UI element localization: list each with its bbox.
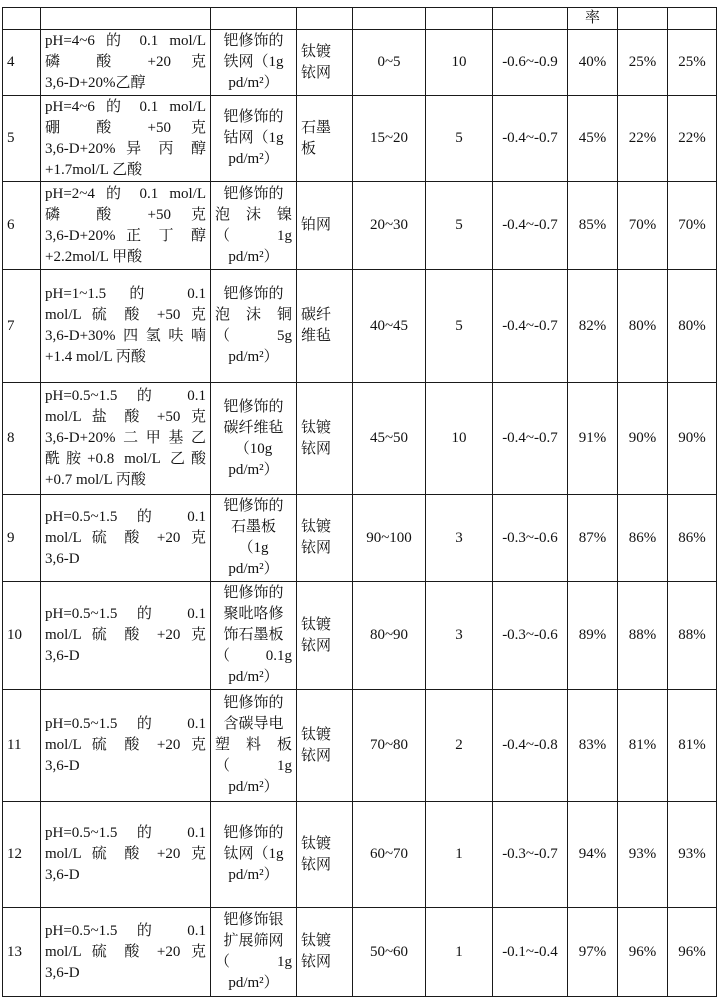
cell-row-number: 8: [3, 383, 41, 495]
header-cell-2: [41, 8, 211, 30]
cell-count: 1: [426, 908, 493, 997]
cell-electrolyte: [41, 690, 211, 802]
cell-line: mol/L 硫 酸 +20 克: [45, 627, 206, 643]
cell-electrolyte: [41, 30, 211, 96]
cell-row-number: 7: [3, 270, 41, 383]
cell-line: pd/m²）: [228, 975, 279, 991]
cell-line: 板: [301, 140, 317, 157]
header-cell-6: [426, 8, 493, 30]
cell-percent-1: 83%: [568, 690, 618, 802]
header-cell-5: [353, 8, 426, 30]
cell-anode: [297, 182, 353, 270]
cell-percent-2: 88%: [618, 582, 668, 690]
cell-percent-1: 45%: [568, 96, 618, 182]
cell-line: +2.2mol/L 甲酸: [45, 248, 143, 265]
table-row: [3, 495, 717, 582]
cell-count: 2: [426, 690, 493, 802]
cell-electrolyte: [41, 270, 211, 383]
cell-line: 钛镀: [301, 419, 332, 436]
cell-line: 酰胺+0.8 mol/L 乙酸: [45, 451, 206, 467]
cell-line: 钯修饰的: [223, 398, 284, 415]
cell-line: mol/L 硫 酸 +50 克: [45, 307, 206, 323]
cell-line: 钯修饰的: [223, 109, 284, 125]
cell-line: mol/L 硫 酸 +20 克: [45, 737, 206, 753]
cell-row-number: 13: [3, 908, 41, 997]
cell-percent-2: 25%: [618, 30, 668, 96]
cell-line: 钛镀: [301, 519, 332, 535]
cell-anode: [297, 96, 353, 182]
cell-line: 钴网（1g: [223, 130, 284, 146]
cell-line: 铂网: [301, 217, 332, 233]
cell-potential: -0.4~-0.7: [493, 96, 568, 182]
cell-percent-1: 40%: [568, 30, 618, 96]
cell-line: pH=4~6 的 0.1 mol/L: [45, 33, 206, 49]
cell-line: +1.7mol/L 乙酸: [45, 161, 143, 178]
cell-percent-3: 90%: [668, 383, 717, 495]
cell-cathode: [211, 182, 297, 270]
cell-line: pH=0.5~1.5 的 0.1: [45, 508, 206, 525]
cell-line: （1g: [238, 540, 269, 556]
cell-line: 钯修饰的: [223, 695, 284, 711]
cell-line: 3,6-D: [45, 550, 80, 567]
cell-range: 80~90: [353, 582, 426, 690]
cell-line: 铱网: [301, 440, 332, 457]
cell-line: 维毡: [301, 328, 332, 344]
cell-line: pd/m²）: [228, 75, 279, 91]
cell-line: 钯修饰的: [223, 286, 284, 302]
cell-anode: [297, 908, 353, 997]
cell-anode: [297, 690, 353, 802]
cell-percent-1: 89%: [568, 582, 618, 690]
cell-anode: [297, 383, 353, 495]
cell-line: （10g: [234, 440, 273, 457]
cell-percent-3: 81%: [668, 690, 717, 802]
cell-potential: -0.1~-0.4: [493, 908, 568, 997]
cell-line: pd/m²）: [228, 461, 279, 478]
header-cell-10: [668, 8, 717, 30]
cell-line: （ 1g: [215, 227, 292, 244]
cell-line: 3,6-D: [45, 648, 80, 664]
header-cell-percent-1: 率: [568, 8, 618, 30]
cell-percent-2: 81%: [618, 690, 668, 802]
cell-line: 石墨: [301, 119, 332, 136]
cell-line: 硼 酸 +50 克: [45, 119, 206, 136]
cell-count: 5: [426, 96, 493, 182]
cell-line: pH=0.5~1.5 的 0.1: [45, 388, 206, 404]
cell-line: 铁网（1g: [223, 54, 284, 70]
cell-percent-3: 70%: [668, 182, 717, 270]
cell-anode: [297, 582, 353, 690]
cell-line: pH=4~6 的 0.1 mol/L: [45, 98, 206, 115]
cell-line: pH=1~1.5 的 0.1: [45, 286, 206, 302]
cell-line: 钛镀: [301, 616, 332, 633]
cell-line: 塑 料 板: [215, 737, 292, 753]
cell-potential: -0.4~-0.8: [493, 690, 568, 802]
cell-line: mol/L 盐 酸 +50 克: [45, 409, 206, 425]
table-row: [3, 30, 717, 96]
cell-line: pH=0.5~1.5 的 0.1: [45, 825, 206, 841]
cell-line: 钯修饰的: [223, 498, 284, 514]
cell-percent-3: 93%: [668, 802, 717, 908]
cell-line: 泡 沫 镍: [215, 206, 292, 223]
cell-count: 5: [426, 182, 493, 270]
table-header-row-fragment: [3, 8, 717, 30]
cell-line: 铱网: [301, 540, 332, 556]
cell-potential: -0.3~-0.7: [493, 802, 568, 908]
cell-percent-3: 22%: [668, 96, 717, 182]
cell-count: 5: [426, 270, 493, 383]
cell-percent-1: 91%: [568, 383, 618, 495]
table-row: [3, 690, 717, 802]
cell-line: 钛镀: [301, 933, 332, 949]
cell-cathode: [211, 690, 297, 802]
cell-cathode: [211, 495, 297, 582]
cell-line: 3,6-D: [45, 758, 80, 774]
header-cell-4: [297, 8, 353, 30]
table-row: [3, 908, 717, 997]
cell-percent-1: 85%: [568, 182, 618, 270]
cell-line: （ 1g: [215, 758, 292, 774]
cell-line: 3,6-D+20%乙醇: [45, 75, 146, 91]
cell-line: 碳纤: [301, 307, 332, 323]
cell-potential: -0.3~-0.6: [493, 495, 568, 582]
cell-percent-2: 80%: [618, 270, 668, 383]
cell-line: mol/L 硫 酸 +20 克: [45, 529, 206, 546]
cell-line: +1.4 mol/L 丙酸: [45, 349, 146, 365]
cell-line: 3,6-D+30%四氢呋喃: [45, 328, 206, 344]
cell-line: 磷 酸 +50 克: [45, 206, 206, 223]
cell-line: 饰石墨板: [223, 627, 284, 643]
cell-anode: [297, 495, 353, 582]
cell-electrolyte: [41, 96, 211, 182]
cell-anode: [297, 30, 353, 96]
cell-range: 20~30: [353, 182, 426, 270]
cell-line: 钛镀: [301, 835, 332, 852]
cell-anode: [297, 802, 353, 908]
cell-percent-2: 70%: [618, 182, 668, 270]
header-cell-1: [3, 8, 41, 30]
cell-electrolyte: [41, 383, 211, 495]
cell-line: 钯修饰的: [223, 33, 284, 49]
cell-percent-2: 96%: [618, 908, 668, 997]
cell-line: mol/L 硫 酸 +20 克: [45, 943, 206, 960]
cell-line: （ 5g: [215, 328, 292, 344]
cell-cathode: [211, 802, 297, 908]
cell-range: 0~5: [353, 30, 426, 96]
cell-percent-3: 88%: [668, 582, 717, 690]
cell-line: 石墨板: [230, 519, 276, 535]
cell-count: 3: [426, 582, 493, 690]
cell-percent-2: 90%: [618, 383, 668, 495]
cell-electrolyte: [41, 582, 211, 690]
cell-range: 60~70: [353, 802, 426, 908]
cell-percent-3: 86%: [668, 495, 717, 582]
cell-line: 3,6-D: [45, 867, 80, 883]
cell-row-number: 6: [3, 182, 41, 270]
cell-line: pd/m²）: [228, 349, 279, 365]
cell-anode: [297, 270, 353, 383]
cell-cathode: [211, 30, 297, 96]
cell-range: 45~50: [353, 383, 426, 495]
cell-line: +0.7 mol/L 丙酸: [45, 472, 146, 488]
table-row: [3, 383, 717, 495]
cell-range: 70~80: [353, 690, 426, 802]
cell-line: pH=2~4 的 0.1 mol/L: [45, 185, 206, 202]
cell-line: 碳纤维毡: [223, 419, 284, 436]
cell-row-number: 5: [3, 96, 41, 182]
table-body: [3, 8, 717, 997]
cell-row-number: 12: [3, 802, 41, 908]
cell-line: 钛镀: [301, 726, 332, 743]
cell-potential: -0.3~-0.6: [493, 582, 568, 690]
cell-percent-1: 87%: [568, 495, 618, 582]
cell-cathode: [211, 270, 297, 383]
cell-line: 钯修饰的: [223, 825, 284, 841]
table-row: [3, 582, 717, 690]
cell-line: 3,6-D+20%二甲基乙: [45, 430, 206, 446]
cell-count: 3: [426, 495, 493, 582]
cell-line: pd/m²）: [228, 867, 279, 883]
table-row: [3, 802, 717, 908]
cell-line: pd/m²）: [228, 779, 279, 795]
cell-potential: -0.4~-0.7: [493, 270, 568, 383]
cell-potential: -0.4~-0.7: [493, 182, 568, 270]
cell-line: 铱网: [301, 954, 332, 970]
cell-line: 含碳导电: [223, 716, 284, 732]
cell-row-number: 4: [3, 30, 41, 96]
cell-range: 15~20: [353, 96, 426, 182]
cell-electrolyte: [41, 908, 211, 997]
cell-line: （ 0.1g: [215, 648, 292, 664]
cell-line: 3,6-D+20% 异 丙 醇: [45, 140, 206, 157]
cell-row-number: 9: [3, 495, 41, 582]
cell-line: 3,6-D: [45, 964, 80, 981]
cell-count: 10: [426, 30, 493, 96]
cell-percent-2: 22%: [618, 96, 668, 182]
cell-line: pH=0.5~1.5 的 0.1: [45, 922, 206, 939]
cell-line: 钛镀: [301, 43, 332, 60]
cell-percent-1: 94%: [568, 802, 618, 908]
cell-line: 铱网: [301, 64, 332, 81]
cell-line: 钯修饰的: [223, 185, 284, 202]
cell-range: 40~45: [353, 270, 426, 383]
cell-percent-3: 80%: [668, 270, 717, 383]
cell-row-number: 10: [3, 582, 41, 690]
cell-line: mol/L 硫 酸 +20 克: [45, 846, 206, 862]
cell-line: 泡 沫 铜: [215, 307, 292, 323]
cell-line: 钯修饰的: [223, 585, 284, 601]
cell-percent-3: 25%: [668, 30, 717, 96]
cell-cathode: [211, 96, 297, 182]
cell-line: pd/m²）: [228, 669, 279, 685]
cell-line: 聚吡咯修: [223, 606, 284, 622]
cell-potential: -0.6~-0.9: [493, 30, 568, 96]
header-cell-3: [211, 8, 297, 30]
cell-line: 磷 酸 +20 克: [45, 54, 206, 70]
data-table: [2, 7, 717, 997]
cell-line: 扩展筛网: [223, 933, 284, 949]
cell-electrolyte: [41, 802, 211, 908]
cell-percent-1: 82%: [568, 270, 618, 383]
table-row: [3, 270, 717, 383]
cell-line: 铱网: [301, 747, 332, 764]
cell-potential: -0.4~-0.7: [493, 383, 568, 495]
cell-line: 铱网: [301, 637, 332, 654]
cell-row-number: 11: [3, 690, 41, 802]
cell-line: （ 1g: [215, 954, 292, 970]
cell-percent-2: 93%: [618, 802, 668, 908]
cell-line: 铱网: [301, 856, 332, 873]
table-row: [3, 182, 717, 270]
cell-percent-2: 86%: [618, 495, 668, 582]
cell-line: pH=0.5~1.5 的 0.1: [45, 716, 206, 732]
cell-count: 10: [426, 383, 493, 495]
cell-line: 钛网（1g: [223, 846, 284, 862]
cell-line: pd/m²）: [228, 561, 279, 577]
cell-range: 50~60: [353, 908, 426, 997]
cell-cathode: [211, 383, 297, 495]
header-cell-7: [493, 8, 568, 30]
cell-line: pH=0.5~1.5 的 0.1: [45, 606, 206, 622]
cell-line: 3,6-D+20% 正 丁 醇: [45, 227, 206, 244]
cell-range: 90~100: [353, 495, 426, 582]
cell-cathode: [211, 582, 297, 690]
cell-line: pd/m²）: [228, 248, 279, 265]
cell-percent-3: 96%: [668, 908, 717, 997]
cell-line: 钯修饰银: [223, 912, 284, 928]
cell-cathode: [211, 908, 297, 997]
header-cell-9: [618, 8, 668, 30]
cell-count: 1: [426, 802, 493, 908]
cell-electrolyte: [41, 182, 211, 270]
cell-percent-1: 97%: [568, 908, 618, 997]
cell-electrolyte: [41, 495, 211, 582]
cell-line: pd/m²）: [228, 151, 279, 167]
table-row: [3, 96, 717, 182]
